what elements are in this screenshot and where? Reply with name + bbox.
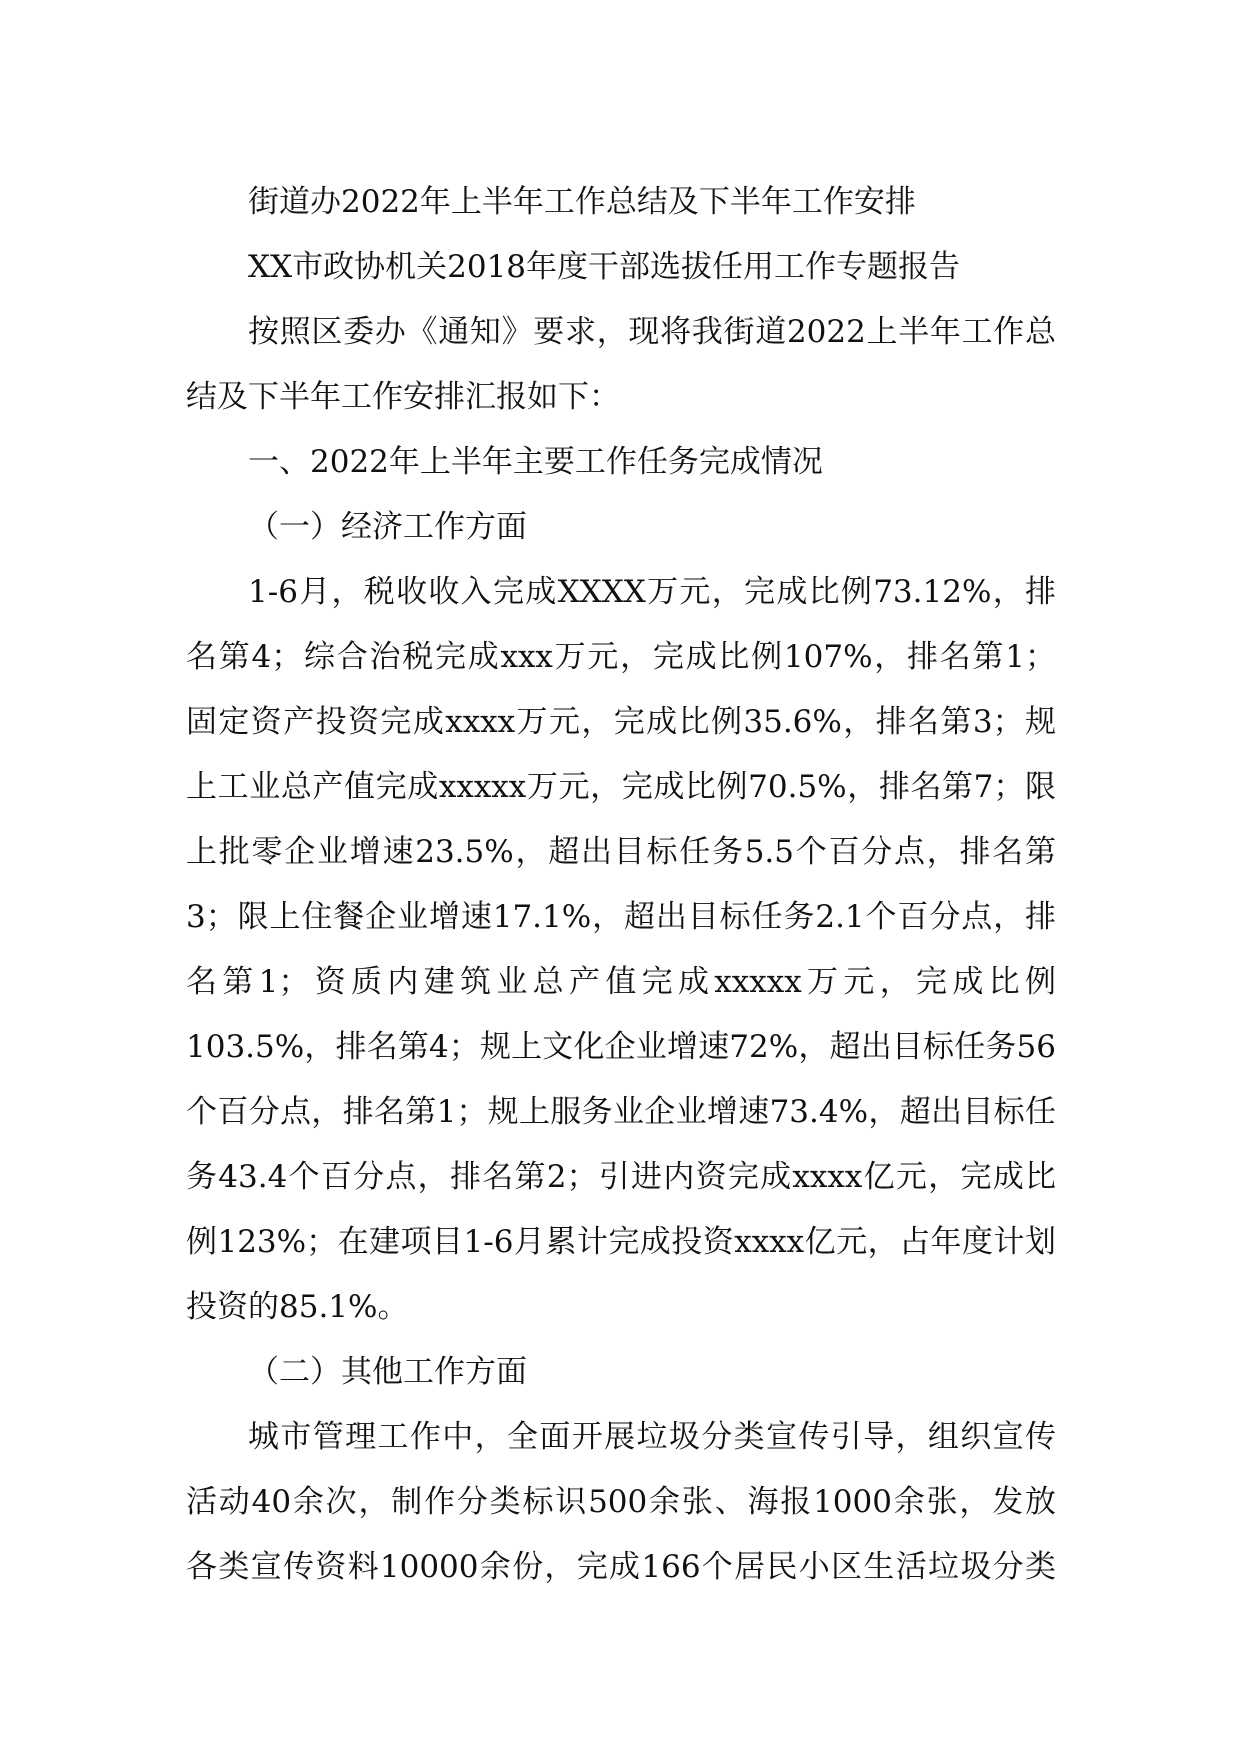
text-line: XX市政协机关2018年度干部选拔任用工作专题报告 bbox=[248, 249, 961, 285]
text-line: 活动40余次，制作分类标识500余张、海报1000余张，发放 bbox=[186, 1484, 1056, 1520]
document-page bbox=[186, 170, 1056, 1600]
text-line: 名第1；资质内建筑业总产值完成xxxxx万元，完成比例 bbox=[186, 964, 1056, 1000]
text-line: 3；限上住餐企业增速17.1%，超出目标任务2.1个百分点，排 bbox=[186, 899, 1056, 935]
text-line: 各类宣传资料10000余份，完成166个居民小区生活垃圾分类 bbox=[186, 1549, 1056, 1585]
text-line: 一、2022年上半年主要工作任务完成情况 bbox=[248, 444, 823, 480]
text-line: 上批零企业增速23.5%，超出目标任务5.5个百分点，排名第 bbox=[186, 834, 1056, 870]
text-line: 务43.4个百分点，排名第2；引进内资完成xxxx亿元，完成比 bbox=[186, 1159, 1056, 1195]
text-line: 名第4；综合治税完成xxx万元，完成比例107%，排名第1； bbox=[186, 639, 1056, 675]
text-line: 投资的85.1%。 bbox=[186, 1289, 409, 1325]
text-line: （二）其他工作方面 bbox=[248, 1354, 527, 1390]
text-line: 例123%；在建项目1-6月累计完成投资xxxx亿元，占年度计划 bbox=[186, 1224, 1056, 1260]
text-line: 固定资产投资完成xxxx万元，完成比例35.6%，排名第3；规 bbox=[186, 704, 1056, 740]
text-line: 街道办2022年上半年工作总结及下半年工作安排 bbox=[248, 184, 916, 220]
text-line: 城市管理工作中，全面开展垃圾分类宣传引导，组织宣传 bbox=[248, 1419, 1056, 1455]
text-line: 结及下半年工作安排汇报如下： bbox=[186, 379, 620, 415]
text-line: 1-6月，税收收入完成XXXX万元，完成比例73.12%，排 bbox=[248, 574, 1056, 610]
text-line: 103.5%，排名第4；规上文化企业增速72%，超出目标任务56 bbox=[186, 1029, 1056, 1065]
text-line: 上工业总产值完成xxxxx万元，完成比例70.5%，排名第7；限 bbox=[186, 769, 1056, 805]
text-line: （一）经济工作方面 bbox=[248, 509, 527, 545]
text-line: 按照区委办《通知》要求，现将我街道2022上半年工作总 bbox=[248, 314, 1056, 350]
text-line: 个百分点，排名第1；规上服务业企业增速73.4%，超出目标任 bbox=[186, 1094, 1056, 1130]
